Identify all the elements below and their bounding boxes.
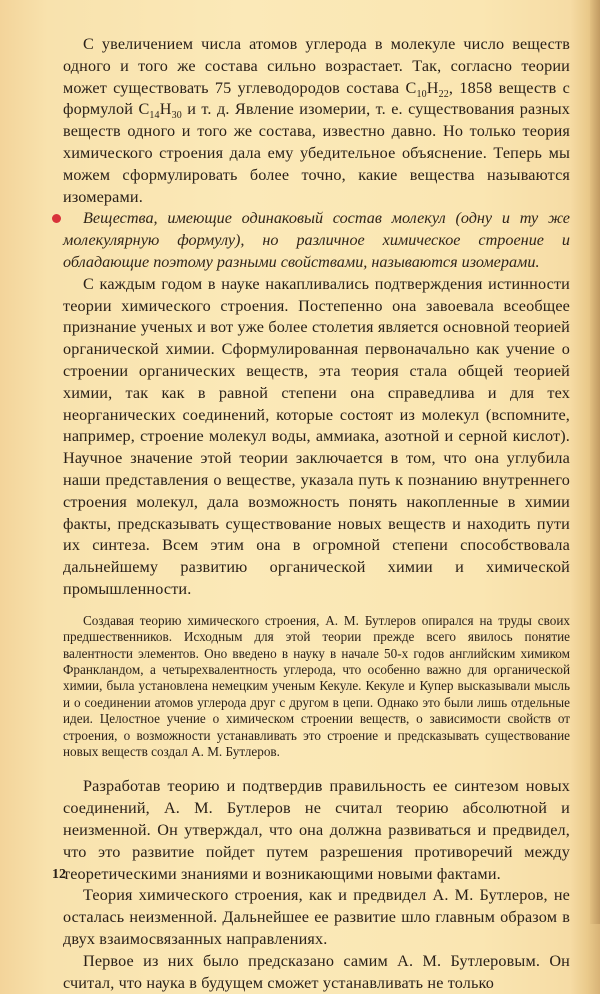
text-run: H: [159, 100, 172, 119]
page-number: 12: [52, 867, 66, 882]
subscript: 14: [149, 110, 160, 122]
historical-note: Создавая теорию химического строения, А. М. Бутлеров опирался на труды своих предшественников. Исходным для этой теории прежде всего явилось понятие валентности элементов. Оно введено в науку в начале 50-х годов английским химиком Франкландом, а четырехвалентность углерода, что особенно важно для органической химии, была установлена немецким ученым Кекуле. Кекуле и Купер высказывали мысль и о соединении атомов углерода друг с другом в цепи. Однако это были лишь отдельные идеи. Целостное учение о химическом строении веществ, о зависимости свойств от строения, о возможности устанавливать это строение и предсказывать существование новых веществ создал А. М. Бутлеров.: [63, 612, 570, 759]
paragraph-theory-confirmation: С каждым годом в науке накапливались подтверждения истинности теории химического строения. Постепенно она завоевала всеобщее признание ученых и вот уже более столетия является основной теорией органической химии. Сформулированная первоначально как учение о строении органических веществ, эта теория стала общей теорией химии, так как в равной степени она справедлива и для тех неорганических соединений, которые состоят из молекул (вспомните, например, строение молекул воды, аммиака, азотной и серной кислот). Научное значение этой теории заключается в том, что она углубила наши представления о веществе, указала путь к познанию внутреннего строения молекул, дала возможность понять накопленные в химии факты, предсказывать существование новых веществ и находить пути их синтеза. Всем этим она в огромной степени способствовала дальнейшему развитию органической химии и химической промышленности.: [63, 274, 570, 598]
isomer-definition: [63, 208, 570, 273]
text-run: С увеличением числа атомов углерода в молекуле число веществ одного и того же состава сильно возрастает. Так, согласно теории может существовать 75 углеводородов состава C: [63, 35, 570, 97]
subscript: 22: [438, 88, 449, 100]
text-run: и т. д. Явление изомерии, т. е. существования разных веществ одного и того же состава, известно давно. Но только теория химического строения дала ему убедительное объяснение. Теперь мы можем сформулировать более точно, какие вещества называются изомерами.: [63, 100, 570, 206]
subscript: 30: [171, 110, 182, 122]
text-run: H: [426, 78, 439, 97]
subscript: 10: [416, 88, 427, 100]
definition-text: Вещества, имеющие одинаковый состав молекул (одну и ту же молекулярную формулу), но различное химическое строение и обладающие поэтому разными свойствами, называются изомерами.: [63, 209, 570, 271]
paragraph-theory-evolution: Теория химического строения, как и предвидел А. М. Бутлеров, не осталась неизменной. Дальнейшее ее развитие шло главным образом в двух взаимосвязанных направлениях.: [63, 886, 570, 948]
red-bullet-icon: [52, 214, 61, 223]
paragraph-butlerov-development: Разработав теорию и подтвердив правильность ее синтезом новых соединений, А. М. Бутлеров не считал теорию абсолютной и неизменной. Он утверждал, что она должна развиваться и предвидел, что это развитие пойдет путем разрешения противоречий между теоретическими знаниями и возникающими новыми фактами.: [63, 777, 570, 883]
text-run: , 1858 веществ с формулой C: [63, 78, 570, 119]
page-content: [63, 34, 570, 994]
paragraph-isomerism-intro: [63, 34, 570, 208]
paragraph-first-direction: Первое из них было предсказано самим А. М. Бутлеровым. Он считал, что наука в будущем сможет устанавливать не только: [63, 951, 570, 992]
page-edge-shadow: [590, 0, 600, 924]
